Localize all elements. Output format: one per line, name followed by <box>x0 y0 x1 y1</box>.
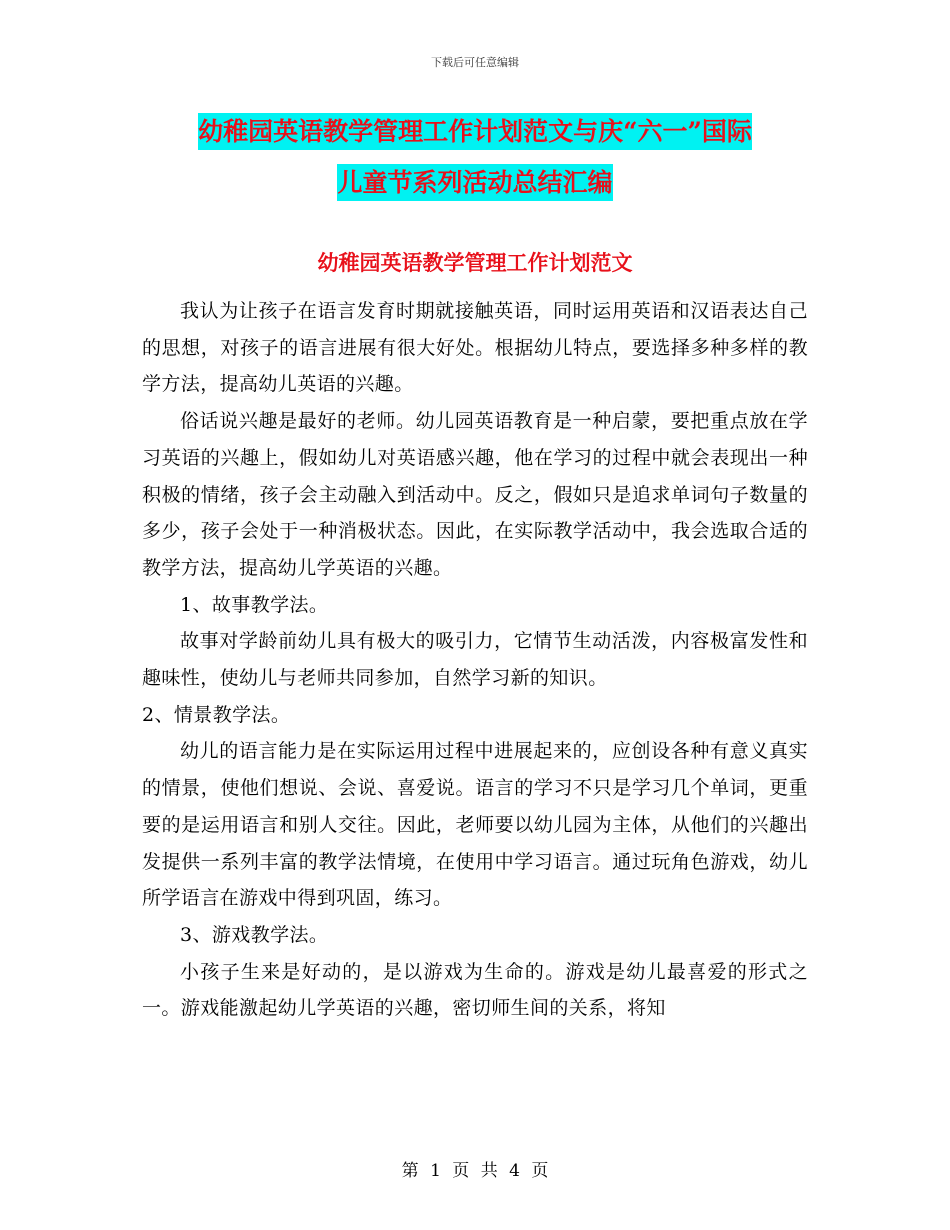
paragraph-intro: 我认为让孩子在语言发育时期就接触英语，同时运用英语和汉语表达自己的思想，对孩子的语言进展有很大好处。根据幼儿特点，要选择多种多样的教学方法，提高幼儿英语的兴趣。 <box>142 300 808 396</box>
paragraph-scenario-method: 幼儿的语言能力是在实际运用过程中进展起来的，应创设各种有意义真实的情景，使他们想说、会说、喜爱说。语言的学习不只是学习几个单词，更重要的是运用语言和别人交往。因此，老师要以幼儿园为主体，从他们的兴趣出发提供一系列丰富的教学法情境，在使用中学习语言。通过玩角色游戏，幼儿所学语言在游戏中得到巩固，练习。 <box>142 740 808 910</box>
heading-scenario-method: 2、情景教学法。 <box>142 703 291 726</box>
paragraph-interest: 俗话说兴趣是最好的老师。幼儿园英语教育是一种启蒙，要把重点放在学习英语的兴趣上，假如幼儿对英语感兴趣，他在学习的过程中就会表现出一种积极的情绪，孩子会主动融入到活动中。反之，假如只是追求单词句子数量的多少，孩子会处于一种消极状态。因此，在实际教学活动中，我会选取合适的教学方法，提高幼儿学英语的兴趣。 <box>142 410 808 579</box>
title-line-2: 儿童节系列活动总结汇编 <box>337 164 612 201</box>
body-text <box>142 293 808 1027</box>
header-note: 下载后可任意编辑 <box>431 56 519 69</box>
document-title <box>150 108 800 210</box>
section-title: 幼稚园英语教学管理工作计划范文 <box>317 250 633 275</box>
heading-story-method: 1、故事教学法。 <box>180 593 329 616</box>
paragraph-game-method: 小孩子生来是好动的，是以游戏为生命的。游戏是幼儿最喜爱的形式之一。游戏能激起幼儿学英语的兴趣，密切师生间的关系，将知 <box>142 960 808 1020</box>
title-line-1: 幼稚园英语教学管理工作计划范文与庆“六一”国际 <box>198 113 752 150</box>
heading-game-method: 3、游戏教学法。 <box>180 923 329 946</box>
paragraph-story-method: 故事对学龄前幼儿具有极大的吸引力，它情节生动活泼，内容极富发性和趣味性，使幼儿与老师共同参加，自然学习新的知识。 <box>142 630 808 690</box>
page-footer: 第 1 页 共 4 页 <box>401 1161 549 1181</box>
